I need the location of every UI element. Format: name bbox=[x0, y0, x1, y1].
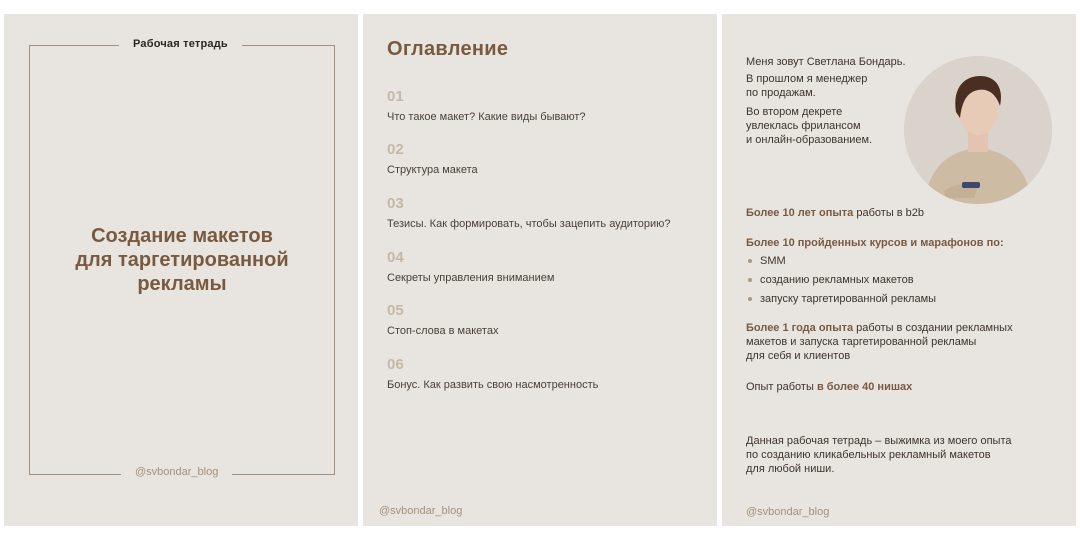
toc-item[interactable] bbox=[387, 195, 707, 231]
cover-title-line: Создание макетов bbox=[91, 225, 273, 247]
about-niches bbox=[746, 380, 912, 394]
summary-line: Данная рабочая тетрадь – выжимка из моего опыта bbox=[746, 435, 1012, 447]
summary-line: для любой ниши. bbox=[746, 463, 835, 475]
year-rest-line: макетов и запуска таргетированной рекламы bbox=[746, 336, 977, 348]
cover-page bbox=[4, 14, 358, 526]
year-rest-line: для себя и клиентов bbox=[746, 350, 851, 362]
toc-number: 05 bbox=[387, 302, 404, 319]
toc-text: Секреты управления вниманием bbox=[387, 272, 555, 284]
about-intro: Меня зовут Светлана Бондарь. bbox=[746, 56, 906, 68]
niches-bold: в более 40 нишах bbox=[816, 381, 913, 393]
about-page bbox=[722, 14, 1076, 526]
cover-label: Рабочая тетрадь bbox=[119, 38, 242, 50]
contents-title: Оглавление bbox=[387, 38, 509, 60]
toc-number: 03 bbox=[387, 195, 404, 212]
experience-rest: работы в b2b bbox=[853, 207, 925, 219]
about-year bbox=[746, 321, 1066, 363]
about-courses bbox=[746, 236, 1004, 250]
toc-item[interactable] bbox=[387, 302, 707, 338]
about-decree bbox=[746, 105, 872, 147]
toc-text: Стоп-слова в макетах bbox=[387, 325, 499, 337]
courses-bold: Более 10 пройденных курсов и марафонов по: bbox=[746, 237, 1004, 249]
author-portrait-icon bbox=[904, 56, 1052, 204]
toc-number: 04 bbox=[387, 249, 404, 266]
cover-handle: @svbondar_blog bbox=[121, 466, 232, 478]
bullet-item: созданию рекламных макетов bbox=[746, 273, 1046, 287]
author-photo bbox=[904, 56, 1052, 204]
toc-text: Что такое макет? Какие виды бывают? bbox=[387, 111, 586, 123]
cover-title-line: для таргетированной bbox=[75, 249, 289, 271]
about-past bbox=[746, 72, 867, 100]
cover-title bbox=[44, 224, 320, 296]
experience-bold: Более 10 лет опыта bbox=[746, 207, 854, 219]
about-past-line: по продажам. bbox=[746, 87, 816, 99]
toc-number: 06 bbox=[387, 356, 404, 373]
about-decree-line: увлеклась фрилансом bbox=[746, 120, 861, 132]
toc-number: 01 bbox=[387, 88, 404, 105]
summary-line: по созданию кликабельных рекламный макетов bbox=[746, 449, 991, 461]
about-decree-line: и онлайн-образованием. bbox=[746, 134, 873, 146]
toc-item[interactable] bbox=[387, 356, 707, 392]
toc-item[interactable] bbox=[387, 88, 707, 124]
niches-prefix: Опыт работы bbox=[746, 381, 817, 393]
toc-text: Тезисы. Как формировать, чтобы зацепить аудиторию? bbox=[387, 218, 671, 230]
bullet-item: запуску таргетированной рекламы bbox=[746, 292, 1046, 306]
toc-number: 02 bbox=[387, 141, 404, 158]
about-summary bbox=[746, 434, 1066, 476]
cover-title-line: рекламы bbox=[137, 273, 227, 295]
about-handle: @svbondar_blog bbox=[746, 506, 830, 518]
about-experience bbox=[746, 206, 924, 220]
bullet-item: SMM bbox=[746, 254, 1046, 268]
toc-item[interactable] bbox=[387, 249, 707, 285]
year-bold: Более 1 года опыта bbox=[746, 322, 854, 334]
about-past-line: В прошлом я менеджер bbox=[746, 73, 868, 85]
toc-item[interactable] bbox=[387, 141, 707, 177]
year-rest: работы в создании рекламных bbox=[853, 322, 1013, 334]
about-bullets bbox=[746, 254, 1046, 311]
bullet-list bbox=[746, 254, 1046, 306]
contents-handle: @svbondar_blog bbox=[379, 505, 463, 517]
toc-text: Бонус. Как развить свою насмотренность bbox=[387, 379, 599, 391]
contents-page bbox=[363, 14, 717, 526]
toc-text: Структура макета bbox=[387, 164, 478, 176]
about-decree-line: Во втором декрете bbox=[746, 106, 843, 118]
